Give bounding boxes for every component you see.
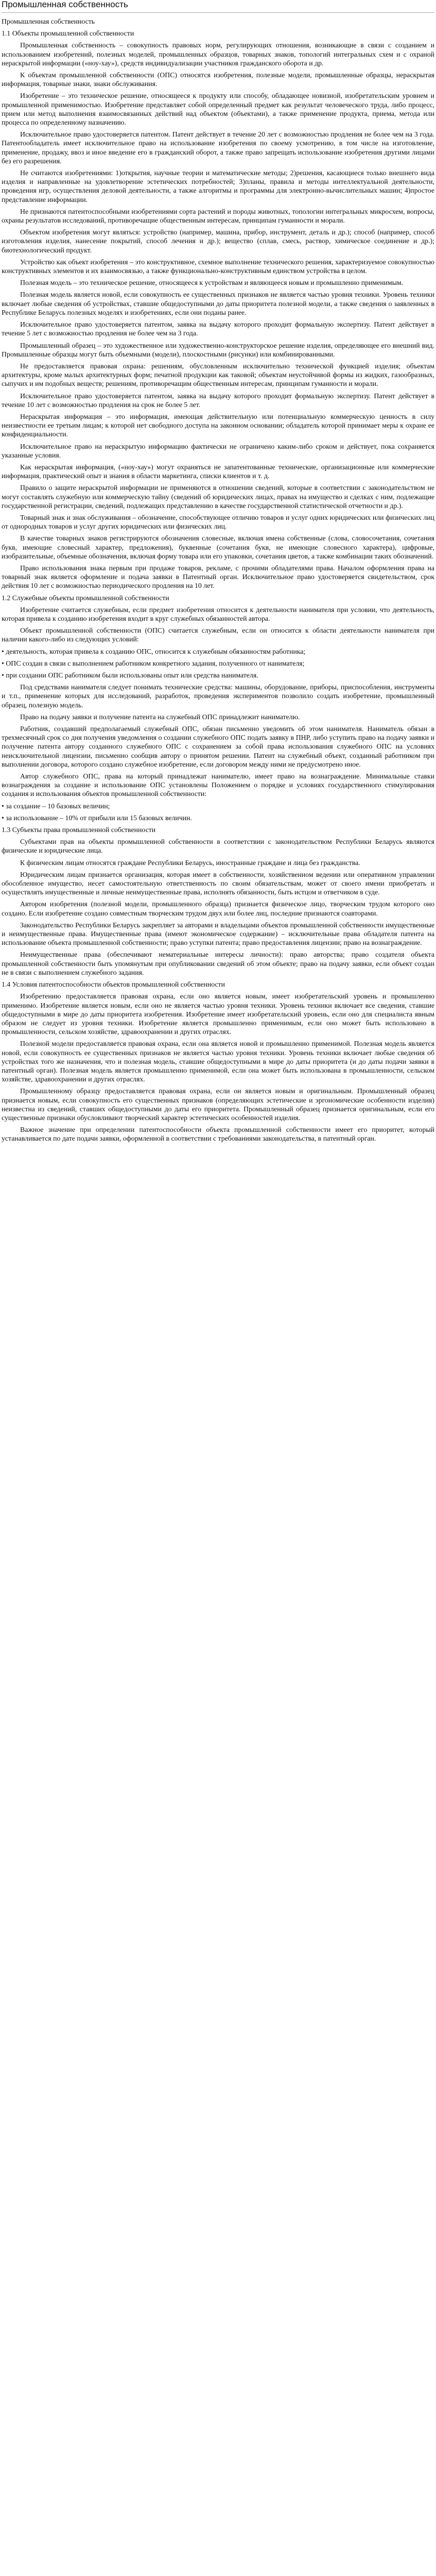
paragraph: Неимущественные права (обеспечивают нематериальные интересы личности): право авторства; право создателя объекта промышленной собственности быть упомянутым при опубликовании сведений об этом объекте; право на подачу заявки, если объект создан не в связи с выполнением служебного задания. — [2, 951, 434, 976]
paragraph: Как нераскрытая информация, («ноу-хау») могут охраняться не запатентованные технические, организационные или коммерческие информация, практический опыт и знания в области маркетинга, списки клиентов и т. д. — [2, 463, 434, 480]
paragraph: Полезная модель – это техническое решение, относящееся к устройствам и являющееся новым и промышленно применимым. — [20, 279, 404, 287]
paragraph: Право использования знака первым при продаже товаров, рекламе, с прочими обладателями права. Началом оформления права на товарный знак является оформление и подача заявки в Патентный орган. Исключительное право удостоверяется свидетельством, срок действия 10 лет с возможностью периодического продления на 10 лет. — [2, 564, 434, 590]
list-item: • деятельность, которая привела к созданию ОПС, относится к служебным обязанностям работника; — [2, 647, 306, 655]
page-title: Промышленная собственность — [2, 0, 434, 13]
paragraph: Юридическим лицам признается организация, которая имеет в собственности, хозяйственном ведении или оперативном управлении обособленное имущество, несет самостоятельную ответственность по своим обязательствам, может от своего имени приобретать и осуществлять имущественные и личные неимущественные права, исполнять обязанности, быть истцом и ответчиком в суде. — [2, 870, 434, 896]
paragraph: В качестве товарных знаков регистрируются обозначения словесные, включая имена собственные (слова, словосочетания, сочетания букв, имеющие словесный характер, предложения), буквенные (сочетания букв, не имеющие словесного характера), цифровые, изобразительные, объемные обозначения, включая форму товара или его упаковки, сочетания цветов, а также комбинации таких обозначений. — [2, 534, 434, 560]
paragraph: Законодательство Республики Беларусь закрепляет за авторами и владельцами объектов промышленной собственности имущественные и неимущественные права. Имущественные права (имеют экономическое содержание) – исключительные права обладателя патента на использование объекта промышленной собственности; право уступки патента; право предоставления лицензии; право на вознаграждение. — [2, 921, 434, 947]
paragraph: Субъектами прав на объекты промышленной собственности в соответствии с законодательством Республики Беларусь являются физические и юридические лица. — [2, 838, 434, 855]
section-heading: 1.1 Объекты промышленной собственности — [2, 29, 134, 38]
paragraph: Исключительное право удостоверяется патентом, заявка на выдачу которого проходит формальную экспертизу. Патент действует в течение 5 лет с возможностью продления не более чем на 3 года. — [2, 320, 434, 337]
paragraph: Промышленная собственность – совокупность правовых норм, регулирующих отношения, возникающие в связи с созданием и использованием изобретений, полезных моделей, промышленных образцов, товарных знаков, топологий интегральных схем и с охраной нераскрытой информации («ноу-хау»), средств индивидуализации участников гражданского оборота и др. — [2, 41, 434, 67]
paragraph: Автор служебного ОПС, права на который принадлежат нанимателю, имеет право на вознаграждение. Минимальные ставки вознаграждения за создание и использование ОПС установлены Положением о порядке и условиях государственного стимулирования создания и использования объектов промышленной собственности: — [2, 772, 434, 798]
paragraph: Под средствами нанимателя следует понимать технические средства: машины, оборудование, приборы, приспособления, инструменты и т.п., применение которых для исследований, разработок, проведения экспериментов позволило создать изобретение, промышленный образец, полезную модель. — [2, 683, 434, 709]
paragraph: Исключительное право удостоверяется патентом, заявка на выдачу которого проходит формальную экспертизу. Патент действует в течение 10 лет с возможностью продления на срок не более 5 лет. — [2, 392, 434, 409]
list-item: • за создание – 10 базовых величин; — [2, 802, 110, 810]
paragraph: Не считаются изобретениями: 1)открытия, научные теории и математические методы; 2)решения, касающиеся только внешнего вида изделия и направленные на удовлетворение эстетических потребностей; 3)планы, правила и методы интеллектуальной деятельности, проведения игр, осуществления деловой деятельности, а также алгоритмы и программы для электронно-вычислительных машин; 4)простое представление информации. — [2, 169, 434, 204]
paragraph: Изобретение считается служебным, если предмет изобретения относится к деятельности нанимателя при условии, что деятельность, которая привела к созданию изобретения входит в круг служебных обязанностей автора. — [2, 605, 434, 622]
paragraph: К физическим лицам относятся граждане Республики Беларусь, иностранные граждане и лица без гражданства. — [20, 858, 360, 867]
list-item: • ОПС создан в связи с выполнением работником конкретного задания, полученного от нанимателя; — [2, 659, 305, 667]
paragraph: Важное значение при определении патентоспособности объекта промышленной собственности имеет его приоритет, который устанавливается по дате подачи заявки, оформленной в соответствии с требованиями законодательства, в патентный орган. — [2, 1126, 434, 1143]
section-heading: 1.2 Служебные объекты промышленной собственности — [2, 594, 169, 602]
paragraph: Нераскрытая информация – это информация, имеющая действительную или потенциальную коммерческую ценность в силу неизвестности ее третьим лицам; к которой нет свободного доступа на законном основании; обладатель которой принимает меры к охране ее конфиденциальности. — [2, 412, 434, 438]
paragraph: Работник, создавший предполагаемый служебный ОПС, обязан письменно уведомить об этом нанимателя. Наниматель обязан в трехмесячный срок со дня получения уведомления о создании служебного ОПС подать заявку в ПНР, либо уступить право на подачу заявки и получение патента автору созданного служебного ОПС с сохранением за собой права использования служебного ОПС на условиях неисключительной лицензии, письменно сообщив автору о принятом решении. Патент на служебный объект, созданный работником при выполнении договора, которого создано служебное изобретение, если договором между ними не предусмотрено иное. — [2, 725, 434, 768]
paragraph: Не признаются патентоспособными изобретениями сорта растений и породы животных, топологии интегральных микросхем, вопросы, охраны результатов исследований, противоречащие общественным интересам, принципам гуманности и морали. — [2, 207, 434, 225]
paragraph: Исключительное право удостоверяется патентом. Патент действует в течение 20 лет с возможностью продления не более чем на 3 года. Патентообладатель имеет исключительное право на использование изобретения по своему усмотрению, в том числе на изготовление, применение, продажу, ввоз и иное введение его в гражданский оборот, а также право запрещать использование изобретения другими лицами без его разрешения. — [2, 130, 434, 165]
paragraph: Правило о защите нераскрытой информации не применяются в отношении сведений, которые в соответствии с законодательством не могут составлять служебную или коммерческую тайну (сведений об юридических лицах, правах на имущество и сделках с ним, подлежащие государственной регистрации, сведений, подлежащих представлению в качестве государственной статистической отчетности и др.). — [2, 484, 434, 510]
paragraph: Автором изобретения (полезной модели, промышленного образца) признается физическое лицо, творческим трудом которого оно создано. Если изобретение создано совместным творческим трудом двух или более лиц, последние признаются соавторами. — [2, 900, 434, 917]
list-item: • при создании ОПС работником были использованы опыт или средства нанимателя. — [2, 671, 258, 679]
paragraph: Изобретению предоставляется правовая охрана, если оно является новым, имеет изобретательский уровень и промышленно применимо. Изобретение является новым, если оно не является частью уровня техники. Уровень техники включает все сведения, ставшие общедоступными в мире до даты приоритета изобретения. Изобретение имеет изобретательский уровень, если оно для специалиста явным образом не следует из уровня техники. Изобретение является промышленно применимым, если оно может быть использовано в промышленности, сельском хозяйстве, здравоохранении и других отраслях. — [2, 992, 434, 1036]
section-heading: 1.3 Субъекты права промышленной собственности — [2, 826, 156, 834]
list-item: • за использование – 10% от прибыли или 15 базовых величин. — [2, 814, 192, 822]
document-page — [0, 0, 436, 1157]
section-heading: 1.4 Условия патентоспособности объектов промышленной собственности — [2, 980, 225, 989]
paragraph: Не предоставляется правовая охрана: решениям, обусловленным исключительно технической функцией изделия; объектам архитектуры, кроме малых архитектурных форм; печатной продукции как таковой; объектам неустойчивой формы из жидких, газообразных, сыпучих и им подобных веществ; решениям, противоречащим общественным интересам, принципам гуманности и морали. — [2, 362, 434, 388]
document-body — [2, 17, 434, 1143]
section-heading: Промышленная собственность — [2, 18, 95, 25]
paragraph: Полезная модель является новой, если совокупность ее существенных признаков не является частью уровня техники. Уровень техники включает любые сведения об устройствах, ставшие общедоступными до даты приоритета полезной модели, а также сведения о заявленных в Республике Беларусь полезных моделях и изобретениях, если они поданы ранее. — [2, 291, 434, 316]
paragraph: Промышленный образец – это художественное или художественно-конструкторское решение изделия, определяющее его внешний вид. Промышленные образцы могут быть объемными (модели), плоскостными (рисунки) или комбинированными. — [2, 341, 434, 358]
paragraph: Промышленному образцу предоставляется правовая охрана, если он является новым и оригинальным. Промышленный образец признается новым, если совокупность его существенных признаков (определяющих эстетические и эргономические особенности изделия) неизвестна из сведений, ставших общедоступными до даты его приоритета. Промышленный образец признается оригинальным, если его существенные признаки обусловливают творческий характер эстетических особенностей изделия. — [2, 1087, 434, 1122]
paragraph: К объектам промышленной собственности (ОПС) относятся изобретения, полезные модели, промышленные образцы, нераскрытая информация, товарные знаки, знаки обслуживания. — [2, 71, 434, 88]
paragraph: Устройство как объект изобретения – это конструктивное, схемное выполнение технического решения, характеризуемое совокупностью конструктивных элементов и их взаимосвязью, а также функционально-конструктивным единством устройства в целом. — [2, 258, 434, 275]
paragraph: Товарный знак и знак обслуживания – обозначение, способствующее отличию товаров и услуг одних юридических или физических лиц от однородных товаров и услуг других юридических или физических лиц. — [2, 513, 434, 531]
paragraph: Объектом изобретения могут являться: устройство (например, машина, прибор, инструмент, деталь и др.); способ (например, способ изготовления изделия, нанесение покрытий, способ лечения и др.); вещество (сплав, смесь, раствор, химическое соединение и др.); биотехнологический продукт. — [2, 228, 434, 254]
paragraph: Изобретение – это техническое решение, относящееся к продукту или способу, обладающее новизной, изобретательским уровнем и промышленной применимостью. Изобретение представляет собой определенный предмет как результат человеческого труда, либо процесс, прием или метод выполнения взаимосвязанных действий над объектом (объектами), а также применение продукта, приема, метода или процесса по определенному назначению. — [2, 92, 434, 127]
paragraph: Исключительное право на нераскрытую информацию фактически не ограничено каким-либо сроком и действует, пока сохраняется указанные условия. — [2, 442, 434, 459]
paragraph: Объект промышленной собственности (ОПС) считается служебным, если он относится к области деятельности нанимателя при наличии какого-либо из следующих условий: — [2, 626, 434, 643]
paragraph: Полезной модели предоставляется правовая охрана, если она является новой и промышленно применимой. Полезная модель является новой, если совокупность ее существенных признаков не является частью уровня техники. Уровень техники включает любые сведения об устройствах того же назначения, что и полезная модель, ставшие общедоступными в мире до даты приоритета (и до даты подачи заявки в патентный орган). Полезная модель является промышленно применимой, если она может быть использована в промышленности, сельском хозяйстве, здравоохранении и других отраслях. — [2, 1040, 434, 1083]
paragraph: Право на подачу заявки и получение патента на служебный ОПС принадлежит нанимателю. — [20, 713, 300, 721]
